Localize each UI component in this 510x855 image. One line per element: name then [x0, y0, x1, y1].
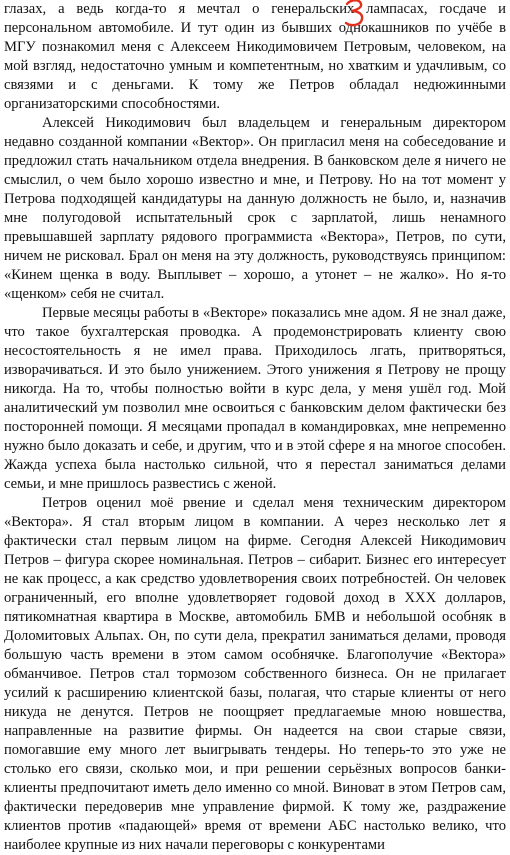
handwritten-page-number: [343, 0, 367, 28]
document-page: [4, 0, 506, 853]
paragraph-4: Петров оценил моё рвение и сделал меня техническим директором «Вектора». Я стал вторым лицом в компании. А через несколько лет я фактически стал первым лицом на фирме. Сегодня Алексей Никодимович Петров – фигура скорее номинальная. Петров – сибарит. Бизнес его интересует не как процесс, а как средство удовлетворения своих потребностей. Он человек ограниченный, его вполне удовлетворяет годовой доход в ХХХ долларов, пятикомнатная квартира в Москве, автомобиль БМВ и небольшой особняк в Доломитовых Альпах. Он, по сути дела, прекратил заниматься делами, проводя большую часть времени в этом самом особнячке. Благополучие «Вектора» обманчивое. Петров стал тормозом собственного бизнеса. Он не прилагает усилий к расширению клиентской базы, полагая, что старые клиенты от него никуда не денутся. Петров не поощряет предлагаемые мною новшества, направленные на развитие фирмы. Он надеется на свои старые связи, помогавшие ему много лет выигрывать тендеры. Но теперь-то это уже не столько его связи, сколько мои, и при решении серьёзных вопросов банки-клиенты предпочитают иметь дело именно со мной. Виноват в этом Петров сам, фактически передоверив мне управление фирмой. К тому же, раздражение клиентов против «падающей» время от времени АБС настолько велико, что наиболее крупные из них начали переговоры с конкурентами: [4, 495, 506, 853]
paragraph-1: глазах, а ведь когда-то я мечтал о генеральских лампасах, госдаче и персональном автомобиле. И тут один из бывших однокашников по учёбе в МГУ познакомил меня с Алексеем Никодимовичем Петровым, человеком, на мой взгляд, недостаточно умным и компетентным, но хватким и удачливым, со связями и с деньгами. К тому же Петров обладал недюжинными организаторскими способностями.: [4, 1, 506, 112]
paragraph-3: Первые месяцы работы в «Векторе» показались мне адом. Я не знал даже, что такое бухгалтерская проводка. А продемонстрировать клиенту свою несостоятельность я не имел права. Приходилось лгать, притворяться, изворачиваться. И это было унижением. Этого унижения я Петрову не прощу никогда. На то, чтобы полностью войти в курс дела, у меня ушёл год. Мой аналитический ум позволил мне освоиться с банковским делом фактически без посторонней помощи. Я месяцами пропадал в командировках, мне непременно нужно было доказать и себе, и другим, что и в этой сфере я на многое способен. Жажда успеха была настолько сильной, что я перестал заниматься делами семьи, и мне пришлось развестись с женой.: [4, 305, 506, 492]
paragraph-2: Алексей Никодимович был владельцем и генеральным директором недавно созданной компании «Вектор». Он пригласил меня на собеседование и предложил стать начальником отдела внедрения. В банковском деле я ничего не смыслил, о чем было хорошо известно и мне, и Петрову. Но на тот момент у Петрова подходящей кандидатуры на данную должность не было, и, назначив мне полугодовой испытательный срок с зарплатой, лишь ненамного превышавшей зарплату рядового программиста «Вектора», Петров, по сути, ничем не рисковал. Брал он меня на эту должность, руководствуясь принципом: «Кинем щенка в воду. Выплывет – хорошо, а утонет – не жалко». Но я-то «щенком» себя не считал.: [4, 115, 506, 302]
handwritten-three-icon: [343, 0, 367, 28]
